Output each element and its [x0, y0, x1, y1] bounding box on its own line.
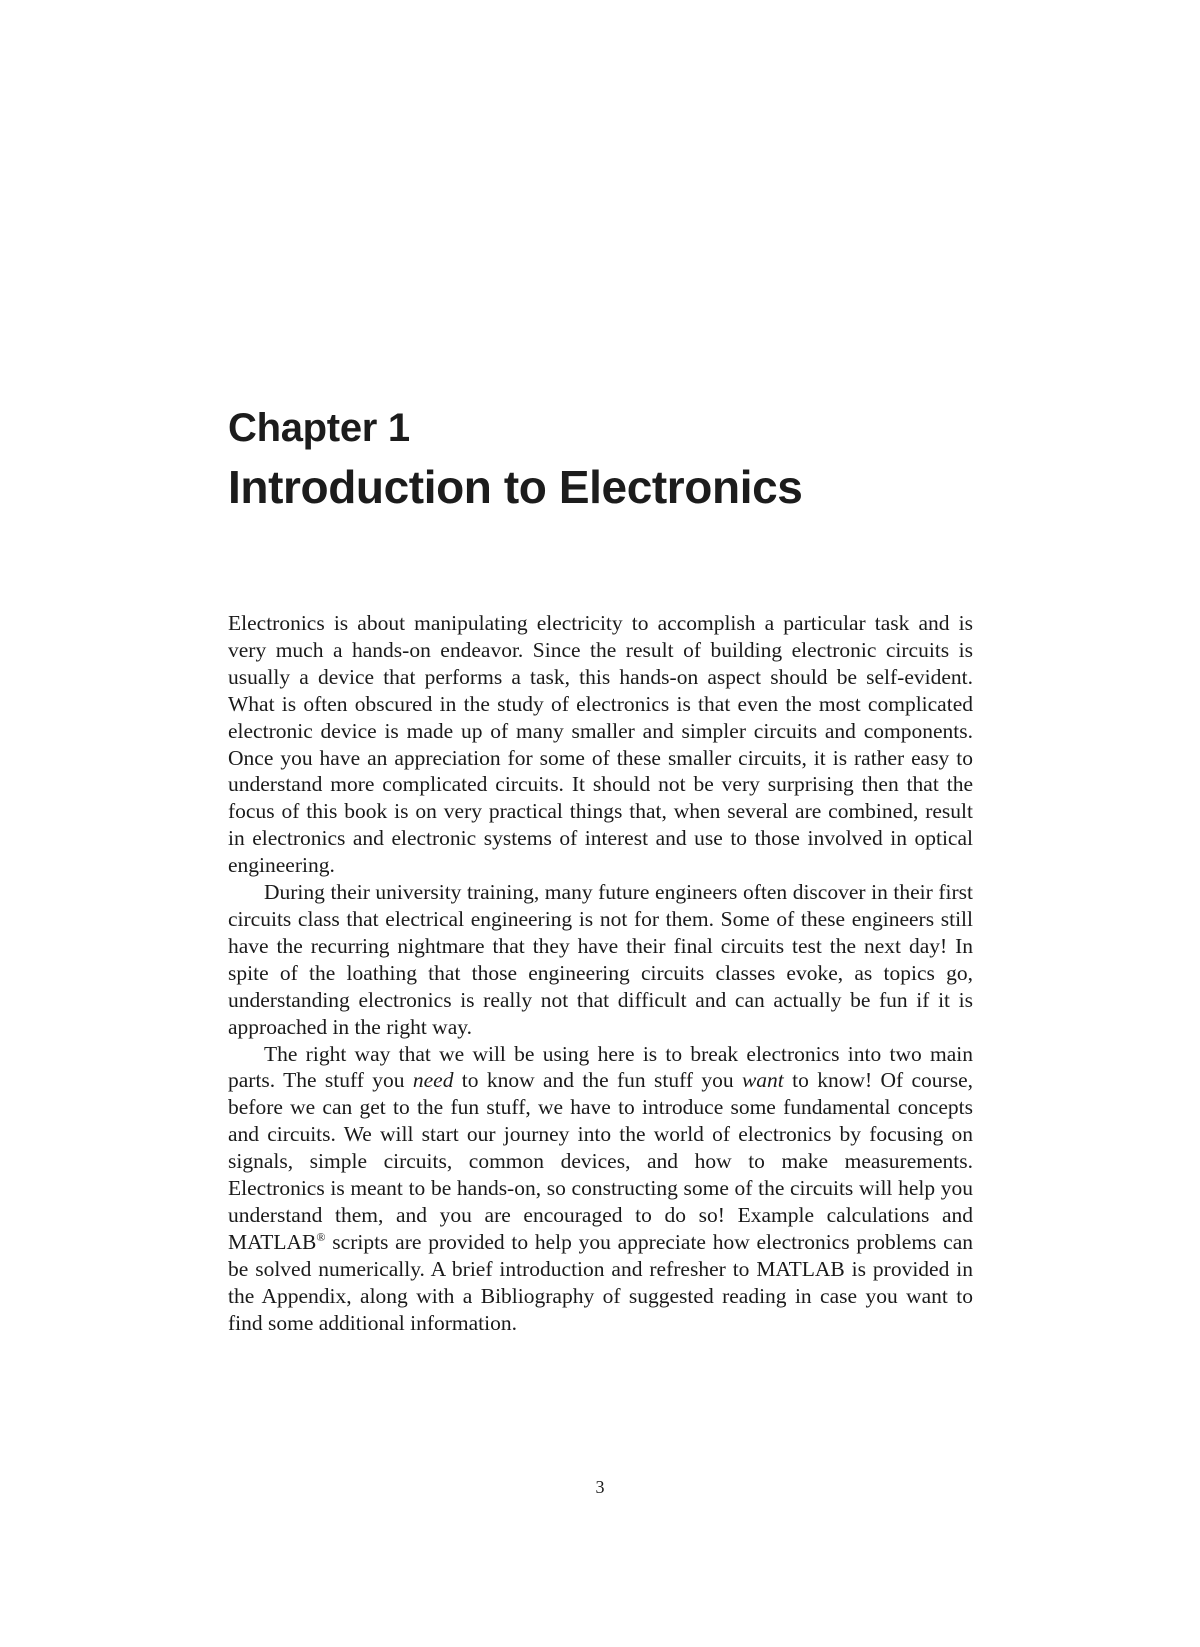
- chapter-body: [228, 610, 973, 1336]
- paragraph-2: During their university training, many future engineers often discover in their first circuits class that electrical engineering is not for them. Some of these engineers still have the recurring nightmare that they have their final circuits test the next day! In spite of the loathing that those engineering circuits classes evoke, as topics go, understanding electronics is really not that difficult and can actually be fun if it is approached in the right way.: [228, 880, 973, 1039]
- paragraph-3-text-b: to know and the fun stuff you: [453, 1068, 742, 1093]
- page-number: 3: [595, 1477, 605, 1497]
- paragraph-1: Electronics is about manipulating electricity to accomplish a particular task and is very much a hands-on endeavor. Since the result of building electronic circuits is usually a device that performs a task, this hands-on aspect should be self-evident. What is often obscured in the study of electronics is that even the most complicated electronic device is made up of many smaller and simpler circuits and components. Once you have an appreciation for some of these smaller circuits, it is rather easy to understand more complicated circuits. It should not be very surprising then that the focus of this book is on very practical things that, when several are combined, result in electronics and electronic systems of interest and use to those involved in optical engineering.: [228, 611, 973, 878]
- emphasis-want: want: [741, 1068, 784, 1093]
- paragraph-3: [228, 1041, 973, 1337]
- paragraph-3-text-d: scripts are provided to help you appreciate how electronics problems can be solved numerically. A brief introduction and refresher to MATLAB is provided in the Appendix, along with a Bibliography of suggested reading in case you want to find some additional information.: [228, 1229, 973, 1335]
- paragraph-3-text-c: to know! Of course, before we can get to the fun stuff, we have to introduce some fundamental concepts and circuits. We will start our journey into the world of electronics by focusing on signals, simple circuits, common devices, and how to make measurements. Electronics is meant to be hands-on, so constructing some of the circuits will help you understand them, and you are encouraged to do so! Example calculations and MATLAB: [228, 1068, 973, 1254]
- registered-trademark-mark: ®: [316, 1229, 326, 1244]
- emphasis-need: need: [412, 1068, 454, 1093]
- chapter-title: Introduction to Electronics: [228, 461, 803, 513]
- chapter-label: Chapter 1: [228, 406, 410, 450]
- paragraph-3-text-a: The right way that we will be using here is to break electronics into two main parts. The stuff you: [228, 1041, 973, 1093]
